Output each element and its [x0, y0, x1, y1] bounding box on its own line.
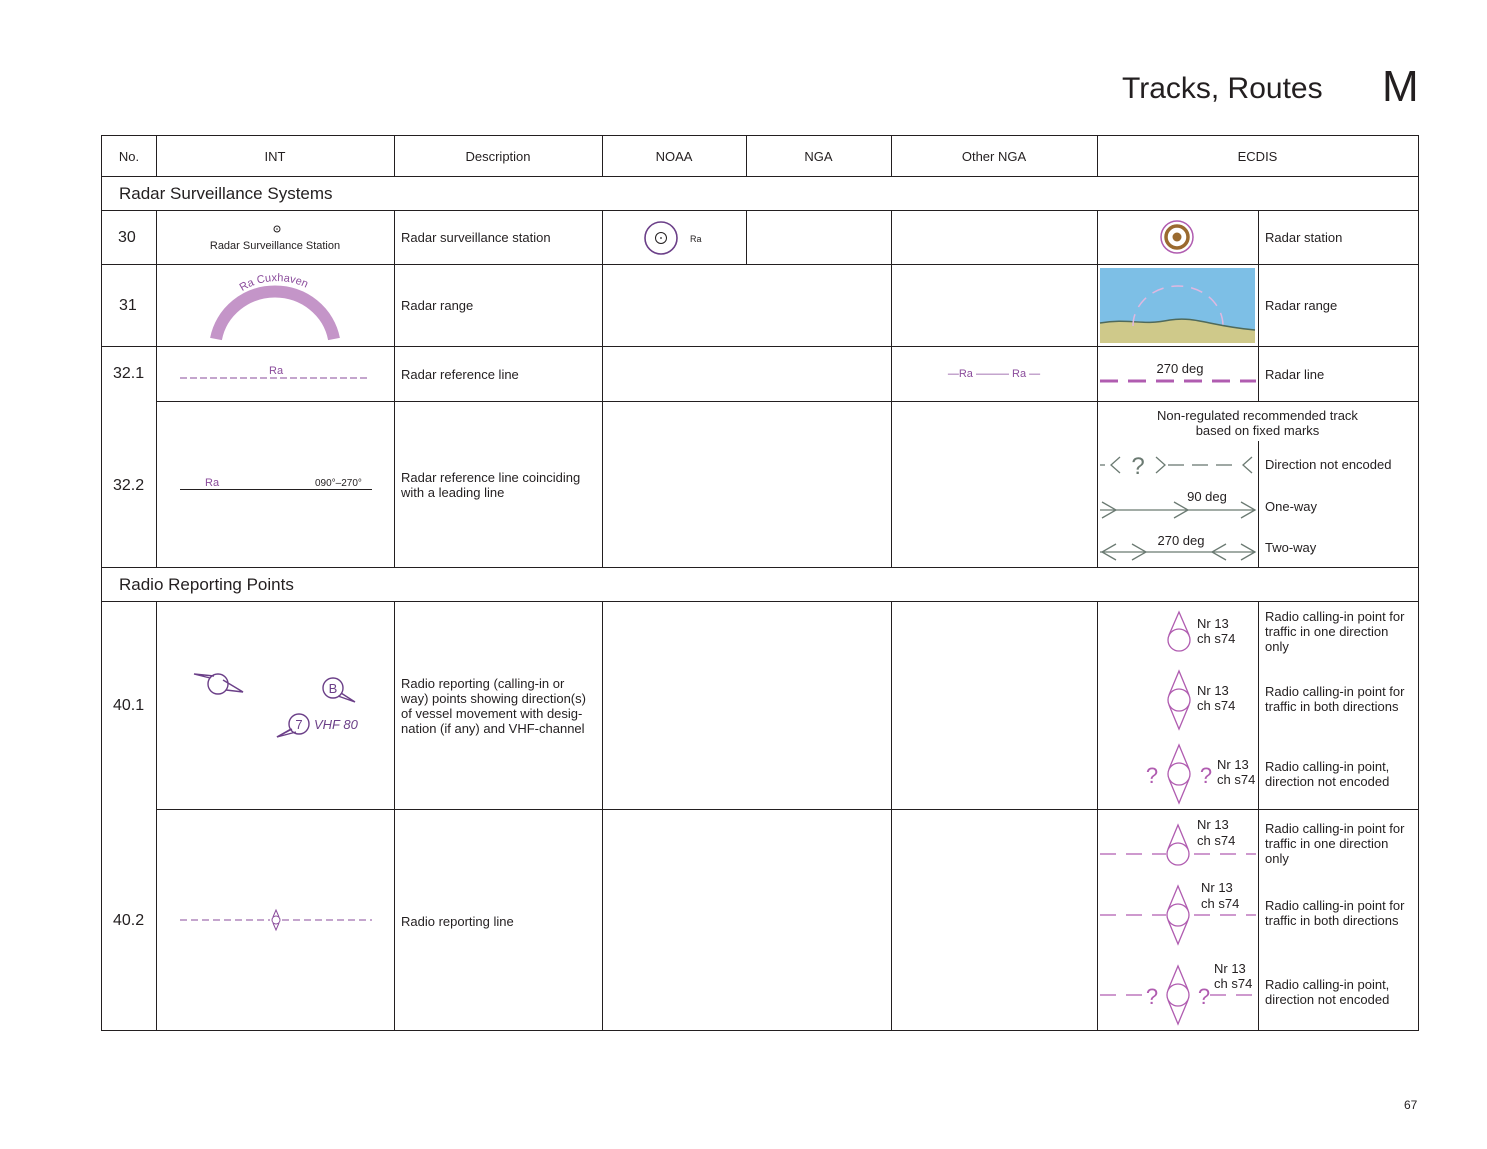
divider: [156, 401, 1418, 402]
divider: [156, 210, 157, 567]
section-title-radio: Radio Reporting Points: [119, 575, 294, 594]
row-number: 30: [118, 229, 136, 246]
ecdis-description-line: Radio calling-in point,: [1265, 759, 1390, 774]
description-line: Radio reporting (calling-in or: [401, 676, 565, 691]
divider: [602, 601, 603, 1031]
row-number: 32.1: [113, 365, 145, 382]
radio-reporting-line-int-icon: [180, 909, 372, 933]
header-no: No.: [118, 149, 140, 164]
ecdis-description-line: traffic in one direction: [1265, 836, 1389, 851]
divider: [102, 210, 1418, 211]
ecdis-description: Radar range: [1265, 298, 1338, 313]
divider: [102, 264, 1418, 265]
track-two-way-icon: [1100, 542, 1256, 562]
ecdis-description-line: direction not encoded: [1265, 992, 1390, 1007]
ecdis-label: 270 deg: [1156, 361, 1204, 376]
ecdis-item-label: 90 deg: [1187, 489, 1227, 504]
calling-in-both-directions-icon: [1164, 669, 1194, 731]
ecdis-description-line: Radio calling-in point for: [1265, 609, 1405, 624]
divider: [602, 210, 603, 567]
svg-text:?: ?: [1131, 453, 1145, 480]
ecdis-item-description: Direction not encoded: [1265, 457, 1392, 472]
ecdis-label1: Nr 13: [1197, 683, 1229, 698]
ecdis-label1: Nr 13: [1201, 880, 1233, 895]
ecdis-description: Radar station: [1265, 230, 1343, 245]
int-label: Radar Surveillance Station: [209, 240, 341, 252]
ecdis-label1: Nr 13: [1197, 616, 1229, 631]
divider: [156, 809, 1418, 810]
divider: [891, 601, 892, 1031]
radar-station-noaa-icon: [643, 220, 683, 260]
divider: [102, 346, 1418, 347]
header-ecdis: ECDIS: [1237, 149, 1278, 164]
divider: [1097, 210, 1098, 567]
ecdis-label2: ch s74: [1217, 772, 1256, 787]
noaa-label: Ra: [690, 234, 702, 244]
calling-in-one-direction-icon: [1164, 610, 1194, 656]
page-number: 67: [1404, 1098, 1418, 1112]
svg-text:?: ?: [1145, 984, 1159, 1009]
calling-in-direction-not-encoded-icon: [1142, 743, 1217, 805]
svg-text:?: ?: [1197, 984, 1211, 1009]
divider: [102, 567, 1418, 568]
divider: [746, 210, 747, 264]
description-line1: Radar reference line coinciding: [401, 470, 581, 485]
ecdis-description-line: Radio calling-in point for: [1265, 821, 1405, 836]
other-nga-label: —Ra ——— Ra —: [947, 368, 1041, 380]
section-title-radar: Radar Surveillance Systems: [119, 184, 333, 203]
row-number: 32.2: [113, 477, 145, 494]
ecdis-item-description: Two-way: [1265, 540, 1317, 555]
ecdis-description-line: Radio calling-in point for: [1265, 684, 1405, 699]
ecdis-heading-line1: Non-regulated recommended track: [1157, 408, 1358, 423]
ecdis-item-label: 270 deg: [1157, 533, 1205, 548]
row-number: 40.2: [113, 912, 145, 929]
divider: [394, 210, 395, 567]
svg-text:?: ?: [1199, 763, 1213, 788]
divider: [156, 601, 157, 1031]
radio-reporting-points-int-icon: [192, 666, 362, 741]
ecdis-label1: Nr 13: [1217, 757, 1249, 772]
row-number: 40.1: [113, 697, 145, 714]
ecdis-description: Radar line: [1265, 367, 1325, 382]
ecdis-description-line: traffic in both directions: [1265, 913, 1399, 928]
header-other-nga: Other NGA: [961, 149, 1027, 164]
ecdis-description-line: Radio calling-in point,: [1265, 977, 1390, 992]
divider: [1258, 601, 1259, 1031]
divider: [394, 601, 395, 1031]
description-line2: with a leading line: [401, 485, 505, 500]
radar-range-int-icon: [210, 271, 342, 341]
divider: [102, 601, 1418, 602]
description-line: of vessel movement with desig-: [401, 706, 583, 721]
section-letter: M: [1382, 62, 1419, 111]
description: Radio reporting line: [401, 914, 514, 929]
ecdis-label1: Nr 13: [1197, 817, 1229, 832]
ecdis-label2: ch s74: [1197, 833, 1236, 848]
track-direction-not-encoded-icon: [1100, 450, 1256, 480]
description: Radar surveillance station: [401, 230, 551, 245]
header-noaa: NOAA: [655, 149, 693, 164]
track-one-way-icon: [1100, 500, 1256, 520]
header-int: INT: [264, 149, 286, 164]
ecdis-description-line: only: [1265, 851, 1289, 866]
ecdis-description-line: direction not encoded: [1265, 774, 1390, 789]
ecdis-label1: Nr 13: [1214, 961, 1246, 976]
row-number: 31: [119, 297, 137, 314]
int-label-left: Ra: [205, 477, 220, 489]
radar-range-label: Ra Cuxhaven: [237, 271, 310, 294]
radar-station-int-icon: [272, 224, 282, 234]
description-line: way) points showing direction(s): [401, 691, 586, 706]
int-label-right: 090°–270°: [315, 478, 362, 489]
int-label-7: 7: [295, 717, 303, 732]
ecdis-item-description: One-way: [1265, 499, 1318, 514]
radar-range-ecdis-icon: [1100, 268, 1255, 343]
description-line: nation (if any) and VHF-channel: [401, 721, 585, 736]
svg-text:?: ?: [1145, 763, 1159, 788]
divider: [1258, 441, 1259, 567]
ecdis-description-line: traffic in one direction: [1265, 624, 1389, 639]
divider: [1097, 601, 1098, 1031]
radar-station-ecdis-icon: [1159, 220, 1199, 260]
int-label-b: B: [328, 681, 338, 696]
divider: [891, 210, 892, 567]
page-title: Tracks, Routes: [1122, 72, 1323, 105]
ecdis-heading-line2: based on fixed marks: [1195, 423, 1320, 438]
description: Radar reference line: [401, 367, 519, 382]
header-description: Description: [465, 149, 531, 164]
divider: [102, 176, 1418, 177]
ecdis-label2: ch s74: [1197, 698, 1236, 713]
radar-line-ecdis: [1100, 379, 1256, 383]
ecdis-description-line: only: [1265, 639, 1289, 654]
int-label-vhf: VHF 80: [314, 717, 358, 732]
ecdis-label2: ch s74: [1197, 631, 1236, 646]
header-nga: NGA: [804, 149, 833, 164]
ecdis-label2: ch s74: [1201, 896, 1240, 911]
ecdis-label2: ch s74: [1214, 976, 1253, 991]
symbols-table: [101, 135, 1419, 1031]
ecdis-description-line: Radio calling-in point for: [1265, 898, 1405, 913]
int-label: Ra: [269, 365, 284, 377]
leading-line: [180, 489, 372, 490]
ecdis-description-line: traffic in both directions: [1265, 699, 1399, 714]
description: Radar range: [401, 298, 474, 313]
